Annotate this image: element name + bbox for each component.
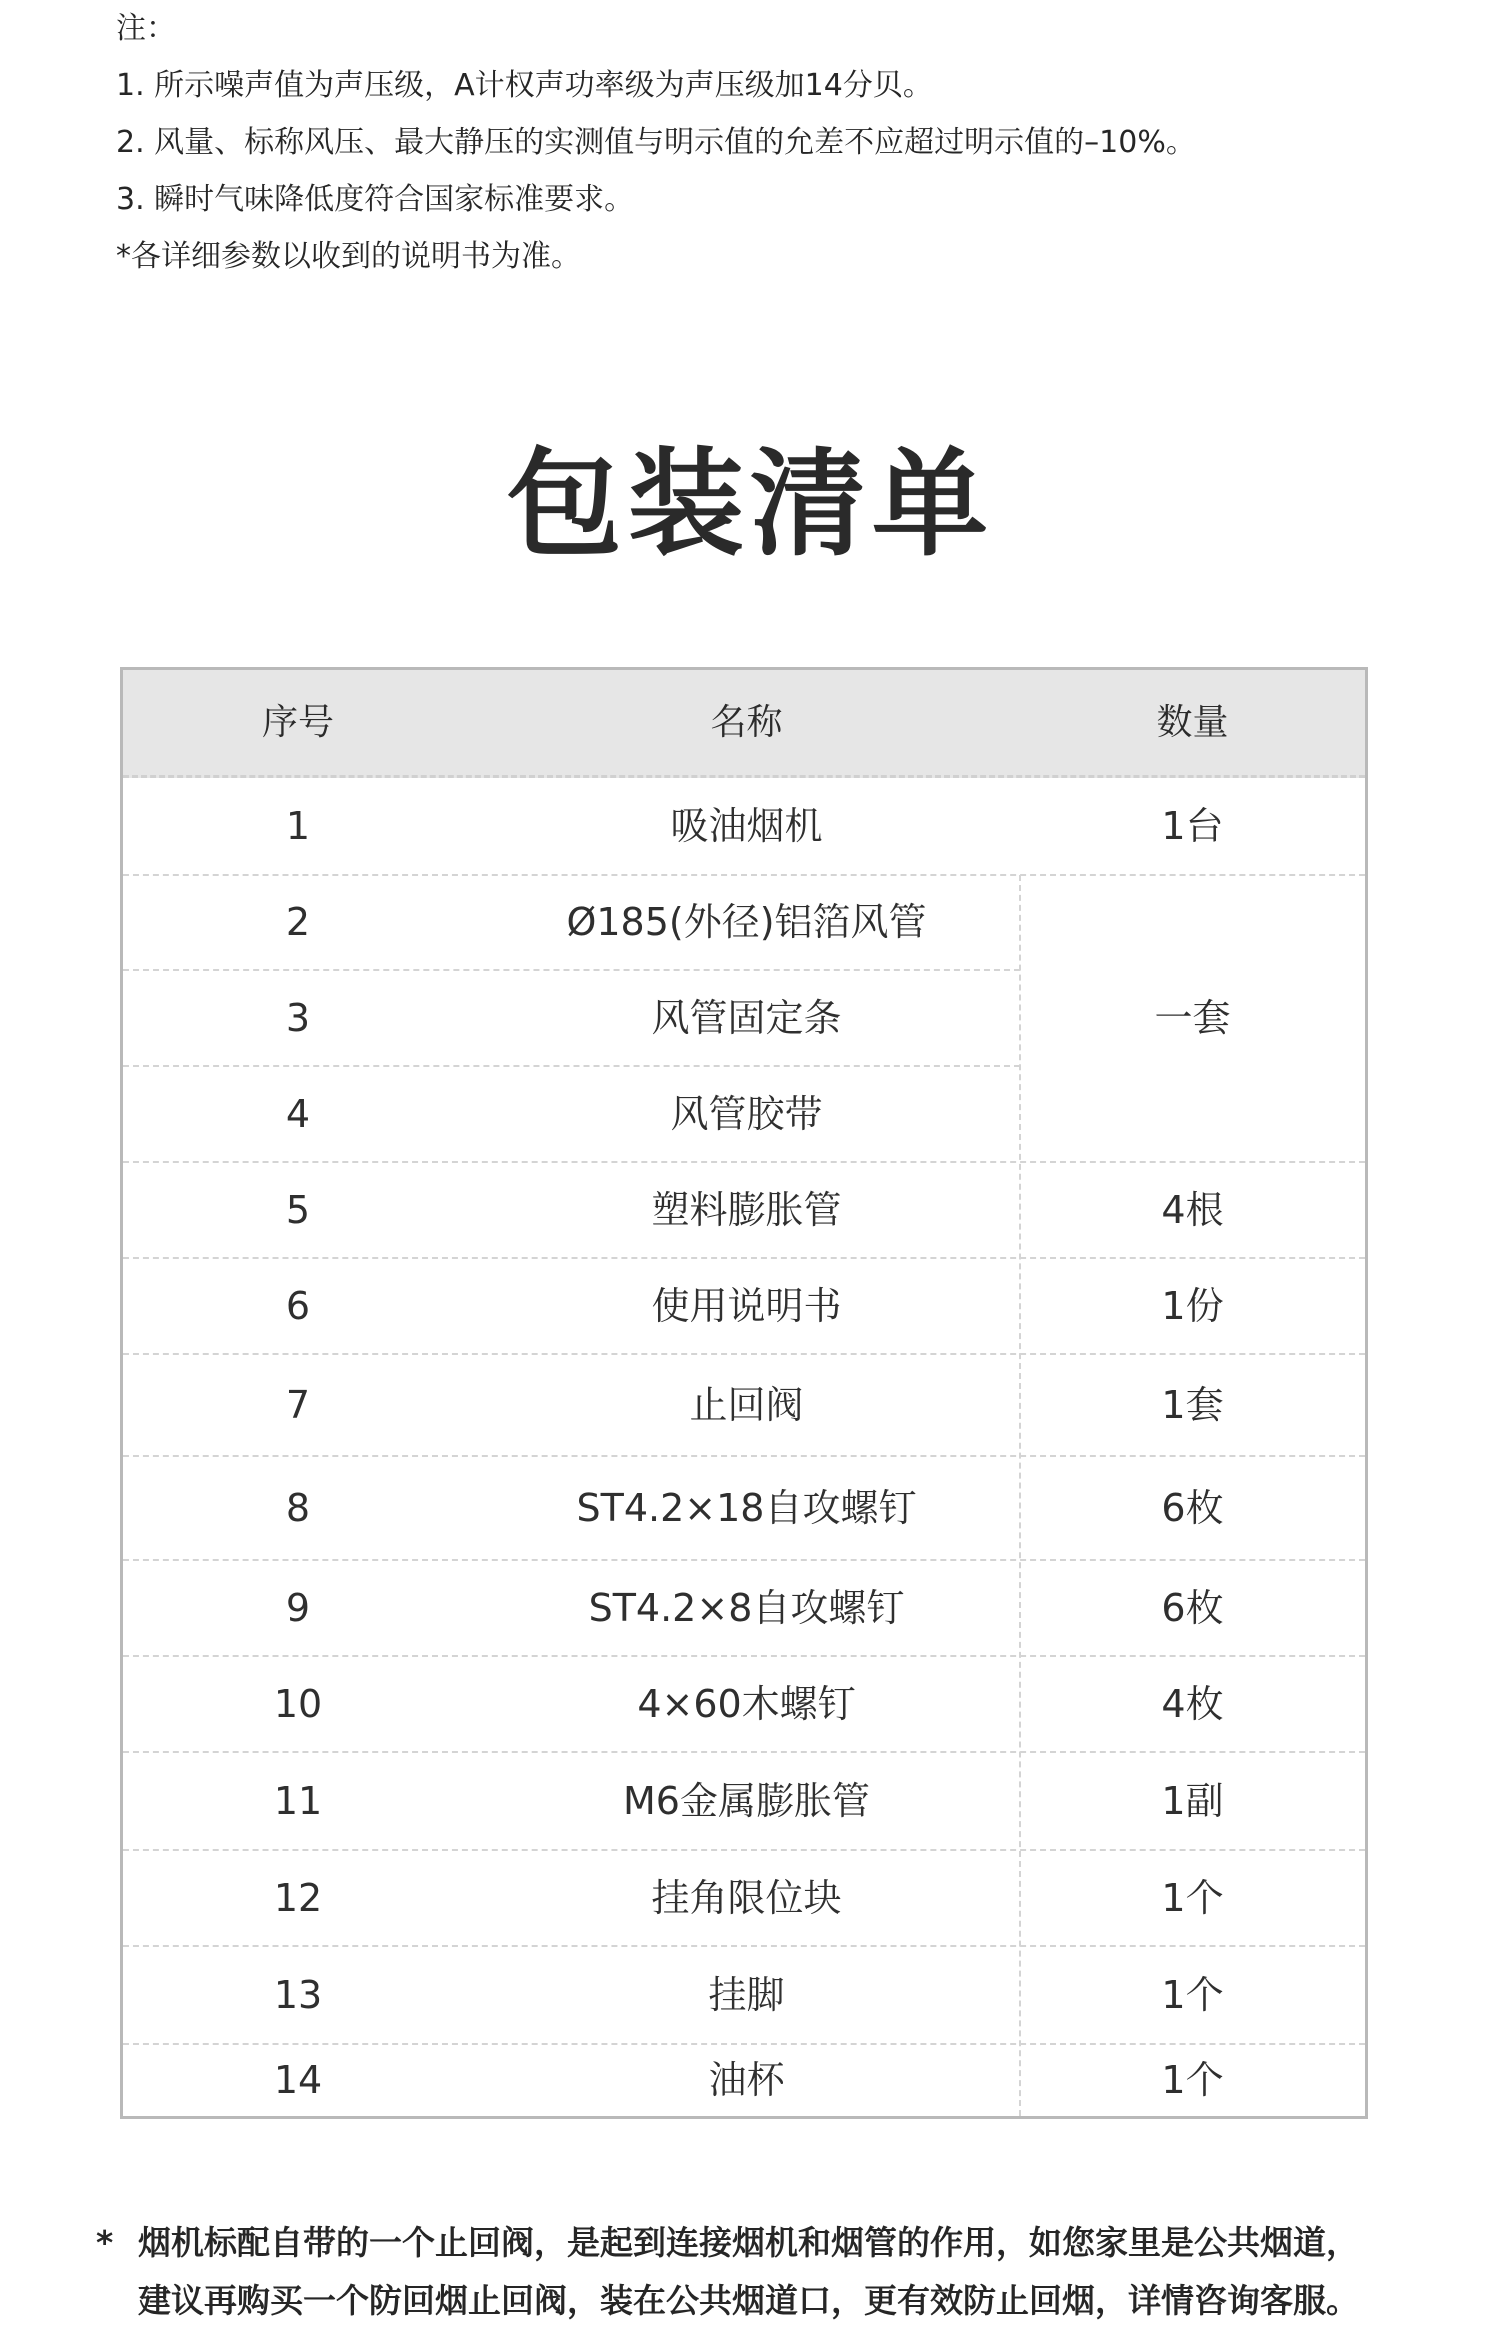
- table-row: [123, 1752, 1365, 1850]
- cell-number: 6: [285, 1284, 311, 1328]
- notes-heading: 注：: [116, 11, 176, 46]
- cell-number: 12: [273, 1876, 323, 1920]
- note-line-3: 3. 瞬时气味降低度符合国家标准要求。: [116, 182, 635, 217]
- cell-name: M6金属膨胀管: [623, 1779, 870, 1823]
- cell-name: 止回阀: [689, 1383, 804, 1427]
- table-row: [123, 1946, 1365, 2044]
- cell-name: 吸油烟机: [670, 804, 823, 848]
- column-divider: [1019, 875, 1021, 2116]
- table-row: [123, 1850, 1365, 1946]
- cell-name: 使用说明书: [651, 1284, 842, 1328]
- table-row: [123, 1258, 1365, 1354]
- table-row: [123, 778, 1365, 875]
- cell-quantity: 1套: [1161, 1383, 1224, 1427]
- footnote-text-1: 烟机标配自带的一个止回阀，是起到连接烟机和烟管的作用，如您家里是公共烟道，: [138, 2223, 1359, 2262]
- cell-quantity-merged: 一套: [1154, 996, 1231, 1040]
- cell-number: 10: [273, 1682, 323, 1726]
- footnote-text-2: 建议再购买一个防回烟止回阀，装在公共烟道口，更有效防止回烟，详情咨询客服。: [138, 2281, 1359, 2320]
- cell-quantity: 6枚: [1161, 1486, 1224, 1530]
- cell-number: 5: [285, 1188, 311, 1232]
- table-row: [123, 1456, 1365, 1560]
- cell-name: ST4.2×18自攻螺钉: [576, 1486, 917, 1530]
- cell-quantity: 1副: [1161, 1779, 1224, 1823]
- table-row: [123, 1354, 1365, 1456]
- cell-quantity: 1个: [1161, 1876, 1224, 1920]
- cell-quantity: 6枚: [1161, 1586, 1224, 1630]
- cell-quantity: 1个: [1161, 1973, 1224, 2017]
- cell-quantity: 4根: [1161, 1188, 1224, 1232]
- header-name: 名称: [710, 702, 783, 743]
- cell-number: 7: [285, 1383, 311, 1427]
- table-row: [123, 2044, 1365, 2116]
- cell-name: ST4.2×8自攻螺钉: [588, 1586, 905, 1630]
- cell-number: 2: [285, 900, 311, 944]
- cell-name: Ø185(外径)铝箔风管: [566, 900, 927, 944]
- footnote-line-1: [96, 2214, 1436, 2272]
- table-row: [123, 1656, 1365, 1752]
- cell-quantity: 1台: [1161, 804, 1224, 848]
- note-line-1: 1. 所示噪声值为声压级，A计权声功率级为声压级加14分贝。: [116, 68, 933, 103]
- header-number: 序号: [261, 702, 334, 743]
- cell-number: 1: [285, 804, 311, 848]
- notes-section: [116, 0, 1416, 285]
- note-line-4: *各详细参数以收到的说明书为准。: [116, 239, 581, 274]
- cell-quantity: 1份: [1161, 1284, 1224, 1328]
- cell-name: 4×60木螺钉: [637, 1682, 856, 1726]
- table-row: [123, 1560, 1365, 1656]
- cell-quantity: 1个: [1161, 2058, 1224, 2102]
- table-header: [123, 670, 1365, 778]
- cell-name: 塑料膨胀管: [651, 1188, 842, 1232]
- cell-number: 8: [285, 1486, 311, 1530]
- cell-name: 油杯: [708, 2058, 785, 2102]
- footnote-star: *: [96, 2223, 114, 2262]
- cell-name: 风管固定条: [651, 996, 842, 1040]
- cell-number: 14: [273, 2058, 323, 2102]
- cell-number: 3: [285, 996, 311, 1040]
- cell-number: 4: [285, 1092, 311, 1136]
- cell-name: 风管胶带: [670, 1092, 823, 1136]
- page-title: 包装清单: [506, 437, 994, 572]
- header-quantity: 数量: [1156, 702, 1229, 743]
- footnote-line-2: [96, 2272, 1436, 2330]
- cell-name: 挂脚: [708, 1973, 785, 2017]
- footnote: [96, 2214, 1436, 2330]
- table-row: [123, 1162, 1365, 1258]
- cell-quantity: 4枚: [1161, 1682, 1224, 1726]
- cell-number: 11: [273, 1779, 323, 1823]
- cell-name: 挂角限位块: [651, 1876, 842, 1920]
- packing-list-table: [120, 667, 1368, 2119]
- note-line-2: 2. 风量、标称风压、最大静压的实测值与明示值的允差不应超过明示值的–10%。: [116, 125, 1196, 160]
- cell-number: 13: [273, 1973, 323, 2017]
- cell-number: 9: [285, 1586, 311, 1630]
